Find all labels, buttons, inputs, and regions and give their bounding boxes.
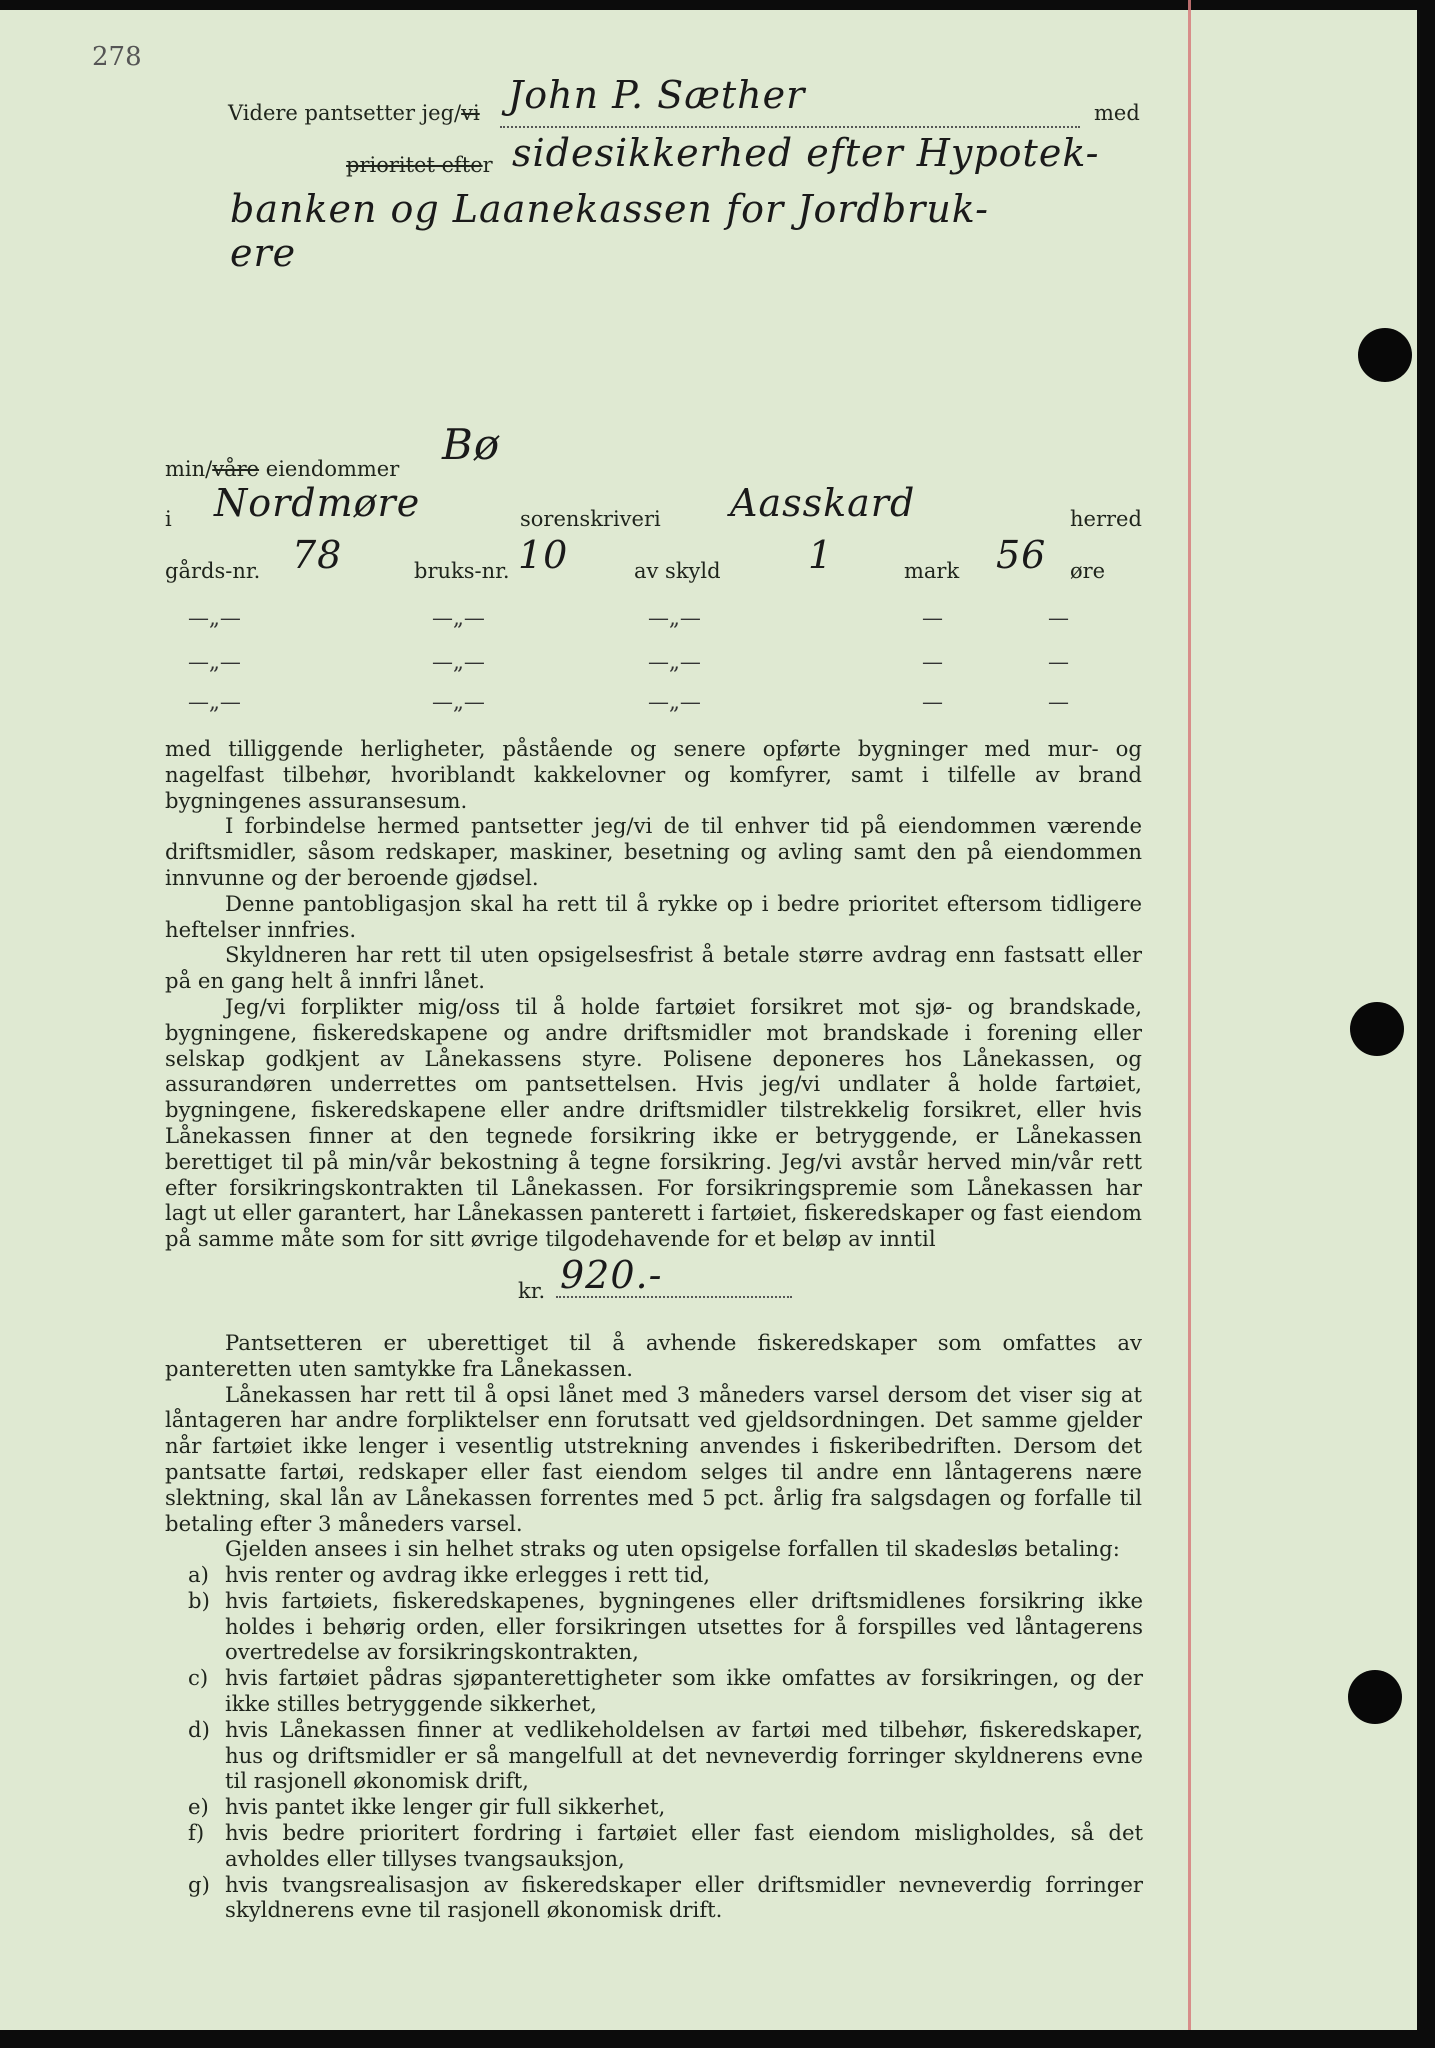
list-item <box>188 1588 1143 1665</box>
ditto-mark: —„— <box>432 690 485 714</box>
ditto-mark: —„— <box>648 650 701 674</box>
label-mark: mark <box>904 559 960 583</box>
handwritten-bruks: 10 <box>518 533 569 577</box>
handwritten-line-3: banken og Laanekassen for Jordbruk- <box>230 187 989 231</box>
punch-hole <box>1348 1670 1402 1724</box>
ditto-mark: — <box>922 650 943 674</box>
paragraph: I forbindelse hermed pantsetter jeg/vi de til enhver tid på eiendommen værende driftsmidler, såsom redskaper, maskiner, besetning og avling samt den på eiendommen innvunne og der beroende gjødsel. <box>165 813 1142 890</box>
ditto-mark: —„— <box>648 690 701 714</box>
header-line2-r: r <box>482 153 493 177</box>
list-item-label: a) <box>188 1562 209 1587</box>
header-line-2 <box>346 152 493 178</box>
list-item-text: hvis Lånekassen finner at vedlikeholdelsen av fartøi med tilbehør, fiskeredskaper, hus og driftsmidler er så mangelfull at det nevneverdig forringer skyldnerens evne til rasjonell økonomisk drift, <box>225 1716 1143 1794</box>
ditto-mark: — <box>1048 650 1069 674</box>
list-item-label: c) <box>188 1665 209 1691</box>
label-gards: gårds-nr. <box>165 559 261 583</box>
ditto-mark: —„— <box>432 650 485 674</box>
ditto-mark: — <box>1048 606 1069 630</box>
scan-border-bottom <box>0 2030 1435 2048</box>
list-item-label: f) <box>188 1819 205 1845</box>
list-item-label: e) <box>188 1794 209 1820</box>
conditions-list <box>188 1562 1143 1923</box>
handwritten-herred: Aasskard <box>730 481 916 525</box>
body-section-2 <box>165 1330 1142 1562</box>
punch-hole <box>1358 328 1412 382</box>
ditto-mark: —„— <box>188 650 241 674</box>
list-item-text: hvis bedre prioritert fordring i fartøiet eller fast eiendom misligholdes, så det avholdes eller tillyses tvangsauksjon, <box>225 1819 1143 1871</box>
list-item-text: hvis fartøiets, fiskeredskapenes, bygningenes eller driftsmidlenes forsikring ikke holdes i behørig orden, eller forsikringen utsettes for å forspilles ved låntagerens overtredelse av forsikringskontrakten, <box>225 1587 1143 1665</box>
ditto-mark: — <box>1048 690 1069 714</box>
property-label-line <box>165 456 399 482</box>
label-sorenskriveri: sorenskriveri <box>520 507 661 531</box>
ditto-mark: —„— <box>188 690 241 714</box>
label-ore: øre <box>1070 559 1106 583</box>
label-vaare: våre <box>212 457 260 481</box>
list-item <box>188 1872 1143 1924</box>
paragraph: Denne pantobligasjon skal ha rett til å rykke op i bedre prioritet eftersom tidligere heftelser innfries. <box>165 890 1142 942</box>
handwritten-line-2: sidesikkerhed efter Hypotek- <box>512 131 1100 175</box>
ditto-mark: —„— <box>648 606 701 630</box>
header-line2-struck: prioritet efte <box>346 153 483 177</box>
list-item-label: b) <box>188 1587 210 1613</box>
margin-rule <box>1188 0 1191 2030</box>
fill-line <box>556 1296 792 1298</box>
header-prefix-struck: vi <box>461 101 480 125</box>
handwritten-gards: 78 <box>292 533 343 577</box>
list-item <box>188 1820 1143 1872</box>
ditto-mark: —„— <box>188 606 241 630</box>
list-item-label: g) <box>188 1871 210 1897</box>
list-item-text: hvis tvangsrealisasjon av fiskeredskaper eller driftsmidler nevneverdig forringer skyldnerens evne til rasjonell økonomisk drift. <box>225 1871 1143 1923</box>
list-item <box>188 1717 1143 1794</box>
paragraph: Jeg/vi forplikter mig/oss til å holde fartøiet forsikret mot sjø- og brandskade, bygningene, fiskeredskapene og andre driftsmidler mot brandskade i forening eller selskap godkjent av Lånekassens styre. Polisene deponeres hos Lånekassen, og assurandøren underrettes om pantsettelsen. Hvis jeg/vi undlater å holde fartøiet, bygningene, fiskeredskapene eller andre driftsmidler tilstrekkelig forsikret, eller hvis Lånekassen finner at den tegnede forsikring ikke er betryggende, er Lånekassen berettiget til på min/vår bekostning å tegne forsikring. Jeg/vi avstår herved min/vår rett efter forsikringskontrakten til Lånekassen. For forsikringspremie som Lånekassen har lagt ut eller garantert, har Lånekassen panterett i fartøiet, fiskeredskaper og fast eiendom på samme måte som for sitt øvrige tilgodehavende for et beløp av inntil <box>165 993 1142 1252</box>
header-suffix: med <box>1094 101 1140 125</box>
handwritten-amount: 920.- <box>560 1253 663 1297</box>
paragraph: Pantsetteren er uberettiget til å avhende fiskeredskaper som omfattes av panteretten uten samtykke fra Lånekassen. <box>165 1330 1142 1381</box>
fill-line <box>500 126 1080 128</box>
handwritten-skyld: 1 <box>808 533 834 577</box>
paragraph: Lånekassen har rett til å opsi lånet med 3 måneders varsel dersom det viser sig at låntageren har andre forpliktelser enn forutsatt ved gjeldsordningen. Det samme gjelder når fartøiet ikke lenger i vesentlig utstrekning anvendes i fiskeribedriften. Dersom det pantsatte fartøi, redskaper eller fast eiendom selges til andre enn låntagerens nære slektning, skal lån av Lånekassen forrentes med 5 pct. årlig fra salgsdagen og forfalle til betaling efter 3 måneders varsel. <box>165 1381 1142 1536</box>
list-item <box>188 1665 1143 1717</box>
handwritten-eiendom: Bø <box>442 420 501 469</box>
list-item-text: hvis renter og avdrag ikke erlegges i rett tid, <box>225 1562 711 1587</box>
paragraph: Gjelden ansees i sin helhet straks og uten opsigelse forfallen til skadesløs betaling: <box>225 1536 1120 1562</box>
header-line-1 <box>228 100 480 126</box>
paragraph: med tilliggende herligheter, påstående og senere opførte bygninger med mur- og nagelfast tilbehør, hvoriblandt kakkelovner og komfyrer, samt i tilfelle av brand bygningenes assuransesum. <box>165 736 1142 813</box>
list-item <box>188 1794 1143 1820</box>
list-item-label: d) <box>188 1716 210 1742</box>
paragraph: Skyldneren har rett til uten opsigelsesfrist å betale større avdrag enn fastsatt eller på en gang helt å innfri lånet. <box>165 942 1142 994</box>
label-skyld: av skyld <box>634 559 721 583</box>
ditto-mark: —„— <box>432 606 485 630</box>
scan-border-right <box>1417 0 1435 2048</box>
label-bruks: bruks-nr. <box>414 559 510 583</box>
scan-border-top <box>0 0 1435 10</box>
list-item-text: hvis pantet ikke lenger gir full sikkerhet, <box>225 1794 666 1820</box>
handwritten-line-4: ere <box>230 231 297 275</box>
page-number: 278 <box>92 42 142 72</box>
label-min: min/ <box>165 457 213 481</box>
label-eiendommer: eiendommer <box>265 457 400 481</box>
handwritten-name: John P. Sæther <box>508 73 806 117</box>
list-item-text: hvis fartøiet pådras sjøpanterettigheter som ikke omfattes av forsikringen, og der ikke stilles betryggende sikkerhet, <box>225 1665 1143 1716</box>
label-herred: herred <box>1070 507 1142 531</box>
ditto-mark: — <box>922 606 943 630</box>
ditto-mark: — <box>922 690 943 714</box>
handwritten-mark: 56 <box>996 533 1047 577</box>
punch-hole <box>1350 1002 1404 1056</box>
header-prefix: Videre pantsetter jeg/ <box>228 101 462 125</box>
amount-label: kr. <box>518 1279 546 1303</box>
handwritten-sorenskriveri: Nordmøre <box>214 481 421 525</box>
body-section-1 <box>165 736 1142 1252</box>
list-item <box>188 1562 1143 1588</box>
label-i: i <box>165 507 172 531</box>
